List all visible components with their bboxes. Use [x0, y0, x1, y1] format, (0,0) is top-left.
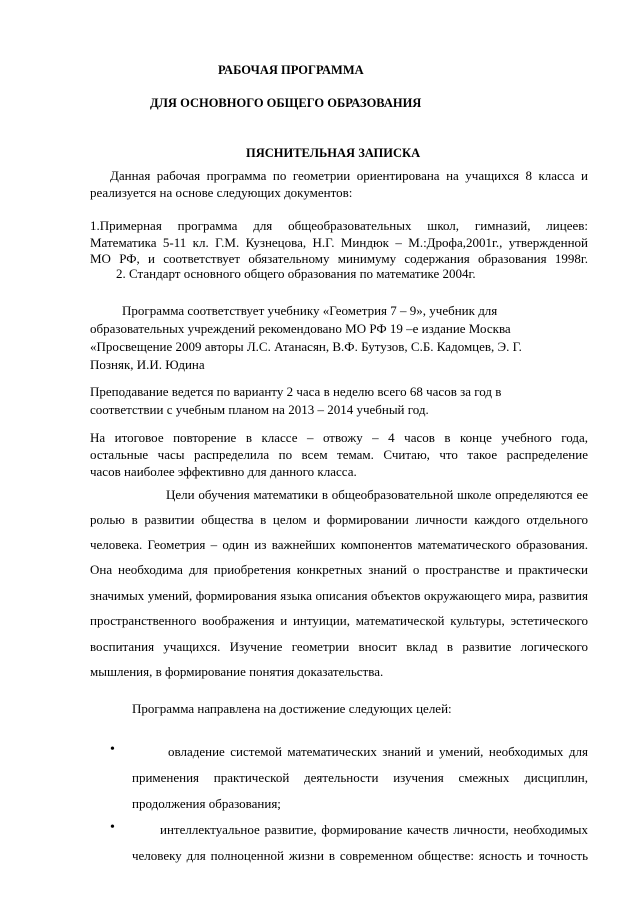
- documents-line-3: МО РФ, и соответствует обязательному минимуму содержания образования 1998г.: [90, 251, 588, 266]
- intro-line-1: Данная рабочая программа по геометрии ориентирована на учащихся 8 класса и: [110, 168, 588, 183]
- bullet-1-line-3: продолжения образования;: [132, 796, 281, 811]
- textbook-line-2: образовательных учреждений рекомендовано МО РФ 19 –е издание Москва: [90, 321, 511, 336]
- bullet-1-line-2: применения практической деятельности изучения смежных дисциплин,: [132, 770, 588, 785]
- bullet-icon: •: [110, 820, 115, 835]
- hours-line-2: соответствии с учебным планом на 2013 – 2014 учебный год.: [90, 402, 429, 417]
- title-work-program: РАБОЧАЯ ПРОГРАММА: [218, 63, 364, 77]
- documents-line-2: Математика 5-11 кл. Г.М. Кузнецова, Н.Г. Миндюк – М.:Дрофа,2001г., утвержденной: [90, 235, 588, 250]
- goals-line-7: воспитания учащихся. Изучение геометрии вносит вклад в развитие логического: [90, 639, 588, 654]
- aims-intro: Программа направлена на достижение следующих целей:: [132, 701, 452, 716]
- intro-line-2: реализуется на основе следующих документов:: [90, 185, 353, 200]
- hours-line-1: Преподавание ведется по варианту 2 часа в неделю всего 68 часов за год в: [90, 384, 502, 399]
- textbook-line-3: «Просвещение 2009 авторы Л.С. Атанасян, В.Ф. Бутузов, С.Б. Кадомцев, Э. Г.: [90, 339, 522, 354]
- goals-line-2: ролью в развитии общества в целом и формировании личности каждого отдельного: [90, 512, 588, 527]
- bullet-2-line-2: человеку для полноценной жизни в современном обществе: ясность и точность: [132, 848, 588, 863]
- textbook-line-1: Программа соответствует учебнику «Геометрия 7 – 9», учебник для: [122, 303, 498, 318]
- textbook-line-4: Позняк, И.И. Юдина: [90, 357, 205, 372]
- goals-line-8: мышления, в формирование понятия доказательства.: [90, 664, 384, 679]
- goals-line-3: человека. Геометрия – один из важнейших компонентов математического образования.: [90, 537, 588, 552]
- review-line-2: остальные часы распределила по всем темам. Считаю, что такое распределение: [90, 447, 588, 462]
- review-line-1: На итоговое повторение в классе – отвожу – 4 часов в конце учебного года,: [90, 430, 588, 445]
- goals-line-4: Она необходима для приобретения конкретных знаний о пространстве и практически: [90, 562, 588, 577]
- goals-line-6: пространственного воображения и интуиции, математической культуры, эстетического: [90, 613, 588, 628]
- goals-line-5: значимых умений, формирования языка описания объектов окружающего мира, развития: [90, 588, 588, 603]
- documents-line-4: 2. Стандарт основного общего образования по математике 2004г.: [116, 266, 476, 281]
- bullet-icon: •: [110, 742, 115, 757]
- bullet-2-line-1: интеллектуальное развитие, формирование качеств личности, необходимых: [160, 822, 588, 837]
- title-explanatory-note: ПЯСНИТЕЛЬНАЯ ЗАПИСКА: [246, 146, 421, 160]
- goals-line-1: Цели обучения математики в общеобразовательной школе определяются ее: [166, 487, 588, 502]
- documents-line-1: 1.Примерная программа для общеобразовательных школ, гимназий, лицеев:: [90, 218, 588, 233]
- review-line-3: часов наиболее эффективно для данного класса.: [90, 464, 357, 479]
- bullet-1-line-1: овладение системой математических знаний и умений, необходимых для: [168, 744, 588, 759]
- title-basic-education: ДЛЯ ОСНОВНОГО ОБЩЕГО ОБРАЗОВАНИЯ: [150, 96, 422, 110]
